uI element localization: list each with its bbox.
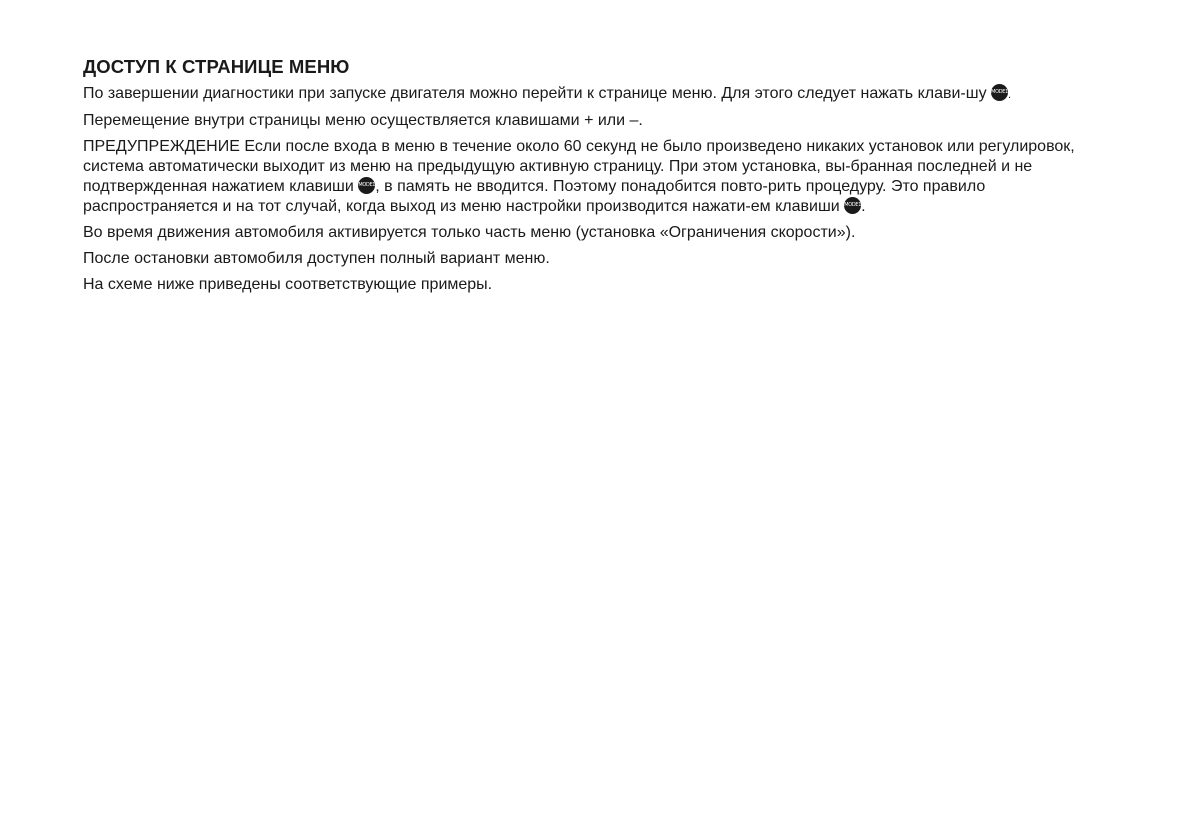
paragraph-text: По завершении диагностики при запуске двигателя можно перейти к странице меню. Для этого следует нажать клави-шу xyxy=(83,85,987,102)
warning-text-part1: ПРЕДУПРЕЖДЕНИЕ Если после входа в меню в течение около 60 секунд не было произведено никаких установок или регулировок, система автоматически выходит из меню на предыдущую активную страницу. При этом установка, вы-бранная последней и не подтвержденная нажатием клавиши xyxy=(83,138,1075,195)
paragraph-diagram-note: На схеме ниже приведены соответствующие примеры. xyxy=(83,276,493,293)
document-page xyxy=(83,56,1123,301)
mode-key-icon: MODE1 xyxy=(991,84,1008,101)
warning-end: . xyxy=(861,198,866,215)
paragraph-driving-mode: Во время движения автомобиля активируется только часть меню (установка «Ограничения скорости»). xyxy=(83,224,856,241)
mode-key-icon: MODE1 xyxy=(358,177,375,194)
warning-text-part2: , в память не вводится. Поэтому понадобится повто-рить процедуру. Это правило распространяется и на тот случай, когда выход из меню настройки производится нажати-ем клавиши xyxy=(83,178,986,215)
paragraph-end: . xyxy=(1008,89,1012,101)
paragraph-menu-access xyxy=(83,84,1123,105)
paragraph-stopped-mode: После остановки автомобиля доступен полный вариант меню. xyxy=(83,250,550,267)
mode-key-icon: MODE1 xyxy=(844,197,861,214)
section-heading: ДОСТУП К СТРАНИЦЕ МЕНЮ xyxy=(83,56,350,77)
paragraph-navigation: Перемещение внутри страницы меню осуществляется клавишами + или –. xyxy=(83,112,643,129)
paragraph-warning xyxy=(83,137,1123,217)
